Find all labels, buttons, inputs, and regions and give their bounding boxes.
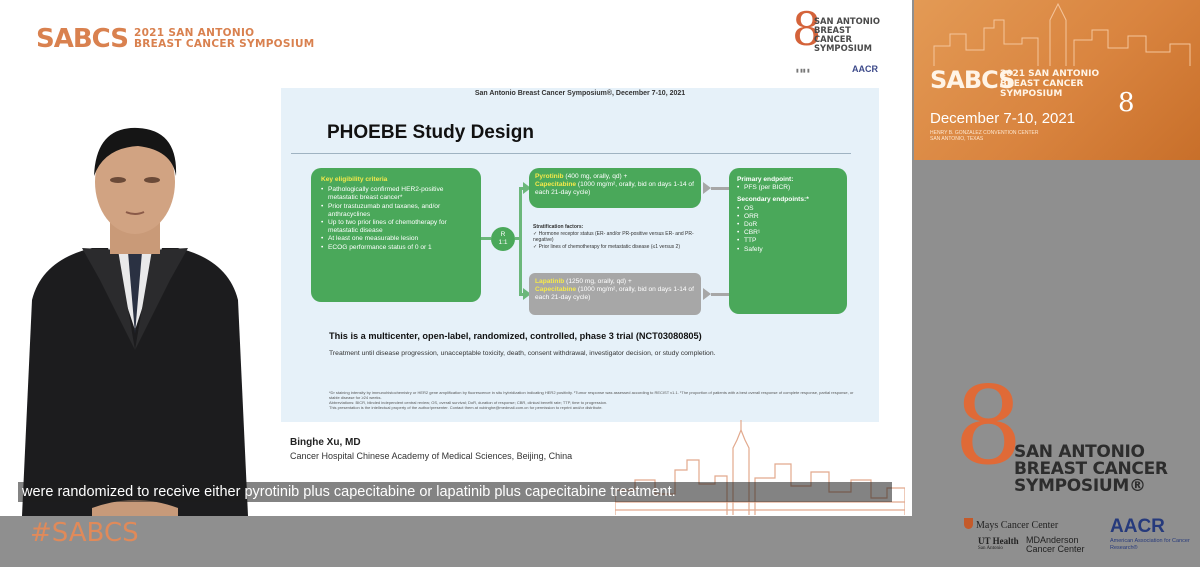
hashtag-label: #SABCS bbox=[30, 518, 139, 548]
pyrotinib-arm-box: Pyrotinib (400 mg, orally, qd) + Capecitabine (1000 mg/m², orally, bid on days 1-14 of each 21-day cycle) bbox=[529, 168, 701, 208]
eligibility-heading: Key eligibility criteria bbox=[321, 176, 388, 183]
list-item: • ORR bbox=[737, 213, 839, 221]
treatment-note: Treatment until disease progression, unacceptable toxicity, death, consent withdrawal, investigator decision, or study completion. bbox=[329, 350, 716, 357]
connector-line bbox=[711, 187, 729, 190]
aacr-mini-logo: AACR bbox=[852, 64, 878, 74]
title-divider bbox=[291, 153, 851, 154]
aacr-logo: AACR bbox=[1110, 516, 1165, 537]
stratification-factors: Stratification factors: ✓ Hormone receptor status (ER- and/or PR-positive versus ER- and PR-negative) ✓ Prior lines of chemotherapy for metastatic disease (≤1 versus 2) bbox=[533, 224, 713, 250]
eligibility-list bbox=[321, 186, 471, 252]
live-caption: were randomized to receive either pyrotinib plus capecitabine or lapatinib plus capecitabine treatment. bbox=[18, 482, 892, 502]
mays-cancer-center-logo: Mays Cancer Center bbox=[964, 518, 1058, 531]
list-item: • TTP bbox=[737, 237, 839, 245]
endpoints-box bbox=[729, 168, 847, 314]
trial-design-statement: This is a multicenter, open-label, randomized, controlled, phase 3 trial (NCT03080805) bbox=[329, 331, 702, 341]
connector-line bbox=[711, 293, 729, 296]
sabcs-ribbon-icon: 8 bbox=[792, 2, 822, 56]
aacr-tagline: American Association for Cancer Research® bbox=[1110, 538, 1190, 551]
sabcs-main-logo: 8 SAN ANTONIO BREAST CANCER SYMPOSIUM® bbox=[954, 364, 1168, 496]
list-item: • CBR¹ bbox=[737, 229, 839, 237]
list-item: • At least one measurable lesion bbox=[321, 235, 471, 243]
primary-endpoint-heading: Primary endpoint: bbox=[737, 176, 794, 183]
list-item: • Pathologically confirmed HER2-positive metastatic breast cancer* bbox=[321, 186, 471, 202]
list-item: • Prior trastuzumab and taxanes, and/or anthracyclines bbox=[321, 203, 471, 219]
slide-footnotes: *Dr staining intensity by immunohistochemistry or HER2 gene amplification by fluorescence in situ hybridization indicating HER2 positivity. ¹Tumor response was assessed according to RECIST v1.1. ¹The proportion of patients with a best overall response of complete response, partial response, or stable disease for ≥24 weeks. Abbreviations: BICR, blinded independent central review; OS, overall survival; DoR, duration of response; CBR, clinical benefit rate; TTP, time to progression. This presentation is the intellectual property of the author/presenter. Contact them at xubinghe@medmail.com.cn for permission to reprint and/or distribute. bbox=[329, 390, 854, 410]
connector-line bbox=[519, 188, 522, 294]
list-item: • Safety bbox=[737, 246, 839, 254]
banner-wordmark: SABCS 2021 SAN ANTONIO BREAST CANCER SYMPOSIUM bbox=[930, 66, 1100, 99]
partner-logos-mini: ▮ ▮▮ ▮ bbox=[796, 68, 810, 74]
presenter-video bbox=[22, 120, 248, 516]
list-item: • DoR bbox=[737, 221, 839, 229]
sabcs-2021-wordmark bbox=[36, 24, 315, 54]
speaker-name: Binghe Xu, MD bbox=[290, 437, 361, 448]
list-item: • ECOG performance status of 0 or 1 bbox=[321, 244, 471, 252]
list-item: • PFS (per BICR) bbox=[737, 184, 839, 192]
sabcs-wordmark-subtitle: 2021 SAN ANTONIO BREAST CANCER SYMPOSIUM bbox=[133, 27, 315, 50]
partner-logos bbox=[950, 514, 1190, 566]
slide-header: San Antonio Breast Cancer Symposium®, December 7-10, 2021 bbox=[474, 90, 686, 97]
event-date: December 7-10, 2021 bbox=[930, 110, 1076, 127]
sabcs-ribbon-icon: 8 bbox=[954, 364, 1023, 489]
eligibility-criteria-box bbox=[311, 168, 481, 302]
shield-icon bbox=[964, 518, 973, 529]
list-item: ✓ Prior lines of chemotherapy for metastatic disease (≤1 versus 2) bbox=[533, 243, 680, 250]
secondary-endpoints-heading: Secondary endpoints:* bbox=[737, 196, 809, 204]
connector-line bbox=[481, 237, 491, 240]
list-item: • OS bbox=[737, 205, 839, 213]
slide bbox=[281, 88, 879, 422]
md-anderson-logo: MDAnderson Cancer Center bbox=[1026, 535, 1085, 554]
randomization-node: R 1:1 bbox=[491, 227, 515, 251]
city-skyline-illustration bbox=[914, 0, 1200, 70]
slide-title: PHOEBE Study Design bbox=[327, 122, 534, 143]
ut-health-logo: UT Health San Antonio bbox=[978, 536, 1019, 551]
sabcs-banner-logo bbox=[1118, 88, 1135, 118]
speaker-affiliation: Cancer Hospital Chinese Academy of Medical Sciences, Beijing, China bbox=[290, 451, 573, 461]
event-banner bbox=[914, 0, 1200, 160]
event-venue: HENRY B. GONZALEZ CONVENTION CENTER SAN ANTONIO, TEXAS bbox=[930, 130, 1039, 142]
arrow-right-icon bbox=[703, 288, 711, 300]
list-item: • Up to two prior lines of chemotherapy for metastatic disease bbox=[321, 219, 471, 235]
sabcs-ribbon-icon: 8 bbox=[1118, 88, 1135, 118]
sabcs-wordmark-text: SABCS bbox=[36, 24, 128, 54]
list-item: ✓ Hormone receptor status (ER- and/or PR-positive versus ER- and PR-negative) bbox=[533, 231, 694, 244]
sabcs-corner-logo: 8 SAN ANTONIO BREAST CANCER SYMPOSIUM ▮ ▮▮ ▮ AACR bbox=[792, 2, 881, 74]
lapatinib-arm-box: Lapatinib (1250 mg, orally, qd) + Capecitabine (1000 mg/m², orally, bid on days 1-14 of each 21-day cycle) bbox=[529, 273, 701, 315]
arrow-right-icon bbox=[703, 182, 711, 194]
